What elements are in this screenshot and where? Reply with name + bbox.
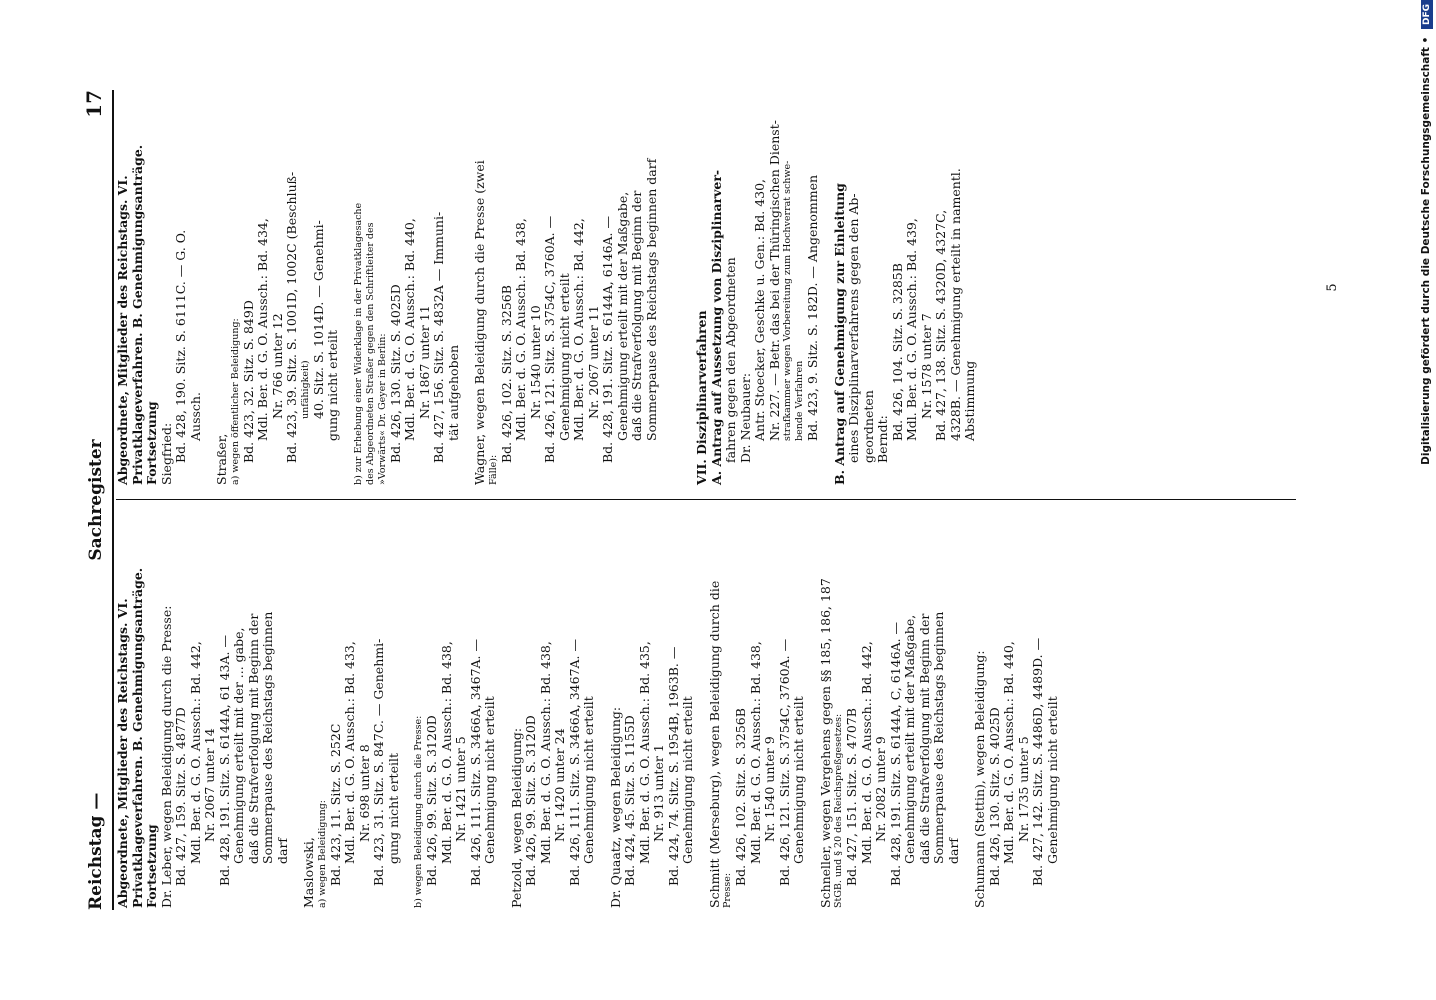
index-entry-line: daß die Strafverfolgung mit Beginn der bbox=[916, 613, 932, 864]
index-entry-line: Genehmigung nicht erteilt bbox=[1044, 696, 1060, 864]
index-entry-line: Genehmigung nicht erteilt bbox=[556, 273, 572, 441]
index-entry-line: Mdl. Ber. d. G. O. Aussch.: Bd. 434, bbox=[255, 218, 270, 441]
index-entry-line: daß die Strafverfolgung mit Beginn der bbox=[245, 613, 261, 864]
index-entry-line: Presse: bbox=[722, 872, 733, 908]
index-entry-line: Nr. 1421 unter 5 bbox=[453, 736, 468, 842]
index-entry-line bbox=[498, 513, 510, 908]
index-entry-line: daß die Strafverfolgung mit Beginn der bbox=[629, 190, 644, 441]
index-entry-line: Bd. 428, 191. Sitz. S. 6144A, C, 6146A. — bbox=[887, 621, 903, 886]
index-entry-line: Mdl. Ber. d. G. O. Aussch.: Bd. 440, bbox=[402, 218, 417, 441]
index-entry-line: Bd. 427, 138. Sitz. S. 4320D, 4327C, bbox=[933, 209, 948, 441]
index-entry-line: Genehmigung nicht erteilt bbox=[581, 696, 596, 864]
header-center: Sachregister bbox=[86, 439, 106, 561]
index-entry-line bbox=[659, 90, 671, 485]
index-entry-line: Mdl. Ber. d. G. O. Aussch.: Bd. 442, bbox=[858, 641, 874, 864]
index-entry-line: geordneten bbox=[860, 390, 876, 463]
index-entry-line: Mdl. Ber. d. G. O. Aussch.: Bd. 442, bbox=[571, 218, 586, 441]
page-number: 17 bbox=[82, 90, 106, 118]
index-entry-line: Nr. 1540 unter 9 bbox=[762, 736, 777, 842]
index-entry-line: a) wegen Beleidigung: bbox=[316, 799, 328, 908]
index-entry-line: Sommerpause des Reichstags beginnen bbox=[931, 611, 946, 864]
index-entry-line: Bd. 427, 156. Sitz. S. 4832A — Immuni- bbox=[431, 211, 446, 463]
index-entry-line: Mdl. Ber. d. G. O. Aussch.: Bd. 438, bbox=[747, 641, 763, 864]
index-entry-line: Wagner, wegen Beleidigung durch die Presse (zwei bbox=[472, 160, 487, 485]
index-entry-line: Maslowski, bbox=[301, 837, 316, 908]
index-entry-line: darf bbox=[274, 837, 290, 864]
left-column-entries bbox=[160, 513, 1061, 908]
index-entry-line: Nr. 2067 unter 11 bbox=[585, 305, 601, 419]
index-entry-line: gung nicht erteilt bbox=[325, 330, 340, 441]
index-entry-line: Abstimmung bbox=[962, 360, 977, 441]
index-entry-line bbox=[401, 513, 413, 908]
index-entry-line: tät aufgehoben bbox=[445, 344, 461, 441]
index-entry-line: Bd. 423, 39. Sitz. S. 1001D, 1002C (Beschluß- bbox=[284, 171, 299, 463]
index-entry-line: Bd. 423, 9. Sitz. S. 182D. — Angenommen bbox=[805, 174, 820, 441]
index-entry-line: Bd. 426, 111. Sitz. S. 3466A, 3467A. — bbox=[467, 639, 483, 886]
index-entry-line: darf bbox=[945, 837, 961, 864]
index-entry-line: Bd. 423, 11. Sitz. S. 252C bbox=[327, 723, 343, 886]
index-entry-line: Nr. 2082 unter 9 bbox=[873, 736, 888, 842]
index-entry-line: Nr. 913 unter 1 bbox=[651, 744, 666, 842]
index-entry-line: Mdl. Ber. d. G. O. Aussch.: Bd. 439, bbox=[904, 218, 919, 441]
index-entry-line: Bd. 426, 99. Sitz. S. 3120D bbox=[523, 715, 538, 886]
index-entry-line: bende Verfahren bbox=[794, 360, 805, 441]
index-entry-line bbox=[821, 90, 833, 485]
index-entry-line: Berndt: bbox=[875, 415, 890, 463]
header-rule bbox=[112, 90, 114, 910]
index-entry-line: Schneller, wegen Vergehens gegen §§ 185, 186, 187 bbox=[817, 578, 833, 908]
left-column-title: Abgeordnete, Mitglieder des Reichstags. VI. Privatklageverfahren. B. Genehmigungsanträge. Fortsetzung bbox=[115, 567, 159, 908]
index-entry-line: »Vorwärts« Dr. Geyer in Berlin: bbox=[376, 333, 388, 485]
index-entry-line: Schumann (Stettin), wegen Beleidigung: bbox=[972, 650, 987, 908]
index-entry-line: Mdl. Ber. d. G. O. Aussch.: Bd. 440, bbox=[1001, 641, 1016, 864]
column-divider bbox=[116, 499, 1296, 500]
index-entry-line: Sommerpause des Reichstags beginnen bbox=[260, 611, 275, 864]
right-column bbox=[115, 90, 1340, 485]
index-entry-line: b) zur Erhebung einer Widerklage in der Privatklagesache bbox=[352, 202, 364, 485]
index-entry-line: Bd. 428, 191. Sitz. S. 6144A, 6146A. — bbox=[600, 216, 615, 463]
index-entry-line: Nr. 1420 unter 24 bbox=[552, 728, 567, 842]
index-entry-line: Dr. Quaatz, wegen Beleidigung: bbox=[607, 706, 623, 908]
dfg-credit-text: Digitalisierung gefördert durch die Deutsche Forschungsgemeinschaft • bbox=[1420, 36, 1432, 465]
index-entry-line: Mdl. Ber. d. G. O. Aussch.: Bd. 435, bbox=[636, 641, 652, 864]
index-entry-line bbox=[807, 513, 819, 908]
index-entry-line: b) wegen Beleidigung durch die Presse: bbox=[413, 715, 424, 908]
index-entry-line: Bd. 428, 190. Sitz. S. 6111C. — G. O. bbox=[173, 229, 188, 463]
index-entry-line: a) wegen öffentlicher Beleidigung: bbox=[229, 318, 241, 485]
index-entry-line: Nr. 698 unter 8 bbox=[356, 744, 372, 842]
index-entry-line: gung nicht erteilt bbox=[385, 753, 401, 864]
dfg-logo: DFG bbox=[1421, 0, 1433, 29]
index-entry-line: des Abgeordneten Straßer gegen den Schriftleiter des bbox=[364, 222, 376, 485]
index-entry-line: Straßer, bbox=[214, 433, 229, 485]
index-entry-line: Bd. 424, 74. Sitz. S. 1954B, 1963B. — bbox=[665, 646, 681, 886]
index-entry-line: Nr. 2067 unter 14 bbox=[202, 728, 217, 842]
index-entry-line: Nr. 766 unter 12 bbox=[269, 313, 285, 419]
index-entry-line: fahren gegen den Abgeordneten bbox=[723, 257, 738, 463]
index-entry-line: Bd. 426, 111. Sitz. S. 3466A, 3467A. — bbox=[566, 639, 582, 886]
index-entry-line: Petzold, wegen Beleidigung: bbox=[508, 727, 524, 908]
index-entry-line: Antr. Stoecker, Geschke u. Gen.: Bd. 430, bbox=[752, 178, 767, 441]
index-entry-line: Mdl. Ber. d. G. O. Aussch.: Bd. 438, bbox=[438, 641, 454, 864]
running-header bbox=[82, 90, 112, 910]
index-entry-line: Schmitt (Merseburg), wegen Beleidigung durch die bbox=[706, 580, 722, 908]
index-entry-line: Bd. 426, 102. Sitz. S. 3256B bbox=[498, 285, 514, 463]
index-entry-line: Nr. 1867 unter 11 bbox=[416, 305, 432, 419]
index-entry-line: Dr. Neubauer: bbox=[737, 372, 753, 463]
index-entry-line: Genehmigung nicht erteilt bbox=[680, 696, 695, 864]
index-entry-line: Nr. 1578 unter 7 bbox=[918, 313, 934, 419]
right-column-title: Abgeordnete, Mitglieder des Reichstags. VI. Privatklageverfahren. B. Genehmigungsanträge. Fortsetzung bbox=[115, 144, 159, 485]
index-entry-line: Bd. 426, 99. Sitz. S. 3120D bbox=[424, 715, 439, 886]
index-entry-line: eines Disziplinarverfahrens gegen den Ab- bbox=[846, 193, 861, 463]
index-entry-line: Bd. 424, 45. Sitz. S. 1155D bbox=[622, 715, 637, 886]
index-entry-line: Bd. 426, 130. Sitz. S. 4025D bbox=[387, 284, 403, 463]
index-entry-line bbox=[203, 90, 215, 485]
index-entry-line: Bd. 423, 32. Sitz. S. 849D bbox=[240, 300, 256, 463]
index-entry-line: Nr. 1540 unter 10 bbox=[527, 305, 543, 419]
right-column-entries bbox=[160, 90, 978, 485]
index-entry-line: Bd. 426, 102. Sitz. S. 3256B bbox=[733, 708, 748, 886]
index-entry-line: Bd. 426, 121. Sitz. S. 3754C, 3760A. — bbox=[776, 638, 792, 886]
index-entry-line: Genehmigung erteilt mit der Maßgabe, bbox=[902, 614, 917, 864]
index-entry-line: A. Antrag auf Aussetzung von Disziplinarver- bbox=[708, 169, 724, 485]
index-entry-line: Mdl. Ber. d. G. O. Aussch.: Bd. 438, bbox=[537, 641, 553, 864]
index-entry-line: VII. Disziplinarverfahren bbox=[694, 310, 709, 485]
index-entry-line: unfähigkeit) bbox=[299, 360, 311, 419]
index-entry-line: StGB. und § 20 des Reichspreßgesetzes: bbox=[833, 713, 844, 908]
index-entry-line: Nr. 1735 unter 5 bbox=[1015, 736, 1031, 842]
index-entry-line: Mdl. Ber. d. G. O. Aussch.: Bd. 442, bbox=[187, 641, 203, 864]
index-entry-line: Dr. Leber, wegen Beleidigung durch die Presse: bbox=[158, 605, 174, 908]
index-entry-line: Mdl. Ber. d. G. O. Aussch.: Bd. 438, bbox=[513, 218, 528, 441]
index-entry-line: Bd. 426, 104. Sitz. S. 3285B bbox=[889, 263, 905, 441]
index-entry-line: Bd. 427, 142. Sitz. S. 4486D, 4489D. — bbox=[1030, 637, 1045, 886]
index-entry-line bbox=[671, 90, 683, 485]
index-entry-line bbox=[696, 513, 708, 908]
index-entry-line: Bd. 427, 159. Sitz. S. 4877D bbox=[173, 707, 188, 886]
index-entry-line: Siegfried: bbox=[158, 422, 174, 485]
footer-number: 5 bbox=[1325, 283, 1340, 292]
index-entry-line: Bd. 427, 151. Sitz. S. 4707B bbox=[844, 708, 859, 886]
index-entry-line: Bd. 423, 31. Sitz. S. 847C. — Genehmi- bbox=[371, 638, 386, 886]
index-entry-line: Sommerpause des Reichstags beginnen darf bbox=[643, 158, 659, 441]
index-entry-line: Genehmigung nicht erteilt bbox=[482, 696, 497, 864]
left-column bbox=[116, 513, 1296, 908]
index-entry-line: Bd. 426, 121. Sitz. S. 3754C, 3760A. — bbox=[542, 215, 557, 463]
index-entry-line bbox=[341, 90, 353, 485]
index-entry-line: 40. Sitz. S. 1014D. — Genehmi- bbox=[310, 220, 326, 419]
index-entry-line: 4328B. — Genehmigung erteilt in namentl. bbox=[947, 168, 963, 441]
dfg-side-note bbox=[1420, 0, 1436, 1000]
index-entry-line: Genehmigung erteilt mit der ... gabe, bbox=[231, 627, 246, 864]
index-entry-line: Nr. 227. — Betr. das bei der Thüringischen Dienst- bbox=[766, 120, 782, 441]
index-entry-line: B. Antrag auf Genehmigung zur Einleitung bbox=[831, 183, 847, 485]
index-entry-line: Bd. 426, 130. Sitz. S. 4025D bbox=[986, 707, 1002, 886]
index-entry-line: Genehmigung erteilt mit der Maßgabe, bbox=[614, 191, 630, 441]
index-entry-line: Aussch. bbox=[187, 392, 203, 441]
index-entry-line: Mdl. Ber. d. G. O. Aussch.: Bd. 433, bbox=[342, 641, 357, 864]
index-entry-line: strafkammer wegen Vorbereitung zum Hochverrat schwe- bbox=[782, 160, 793, 441]
index-entry-line: Fälle): bbox=[487, 454, 499, 485]
header-left: Reichstag — bbox=[86, 792, 106, 910]
index-entry-line: Bd. 428, 191. Sitz. S. 6144A, 61 43A. — bbox=[216, 635, 232, 886]
index-entry-line: Genehmigung nicht erteilt bbox=[791, 696, 806, 864]
index-entry-line bbox=[597, 513, 609, 908]
